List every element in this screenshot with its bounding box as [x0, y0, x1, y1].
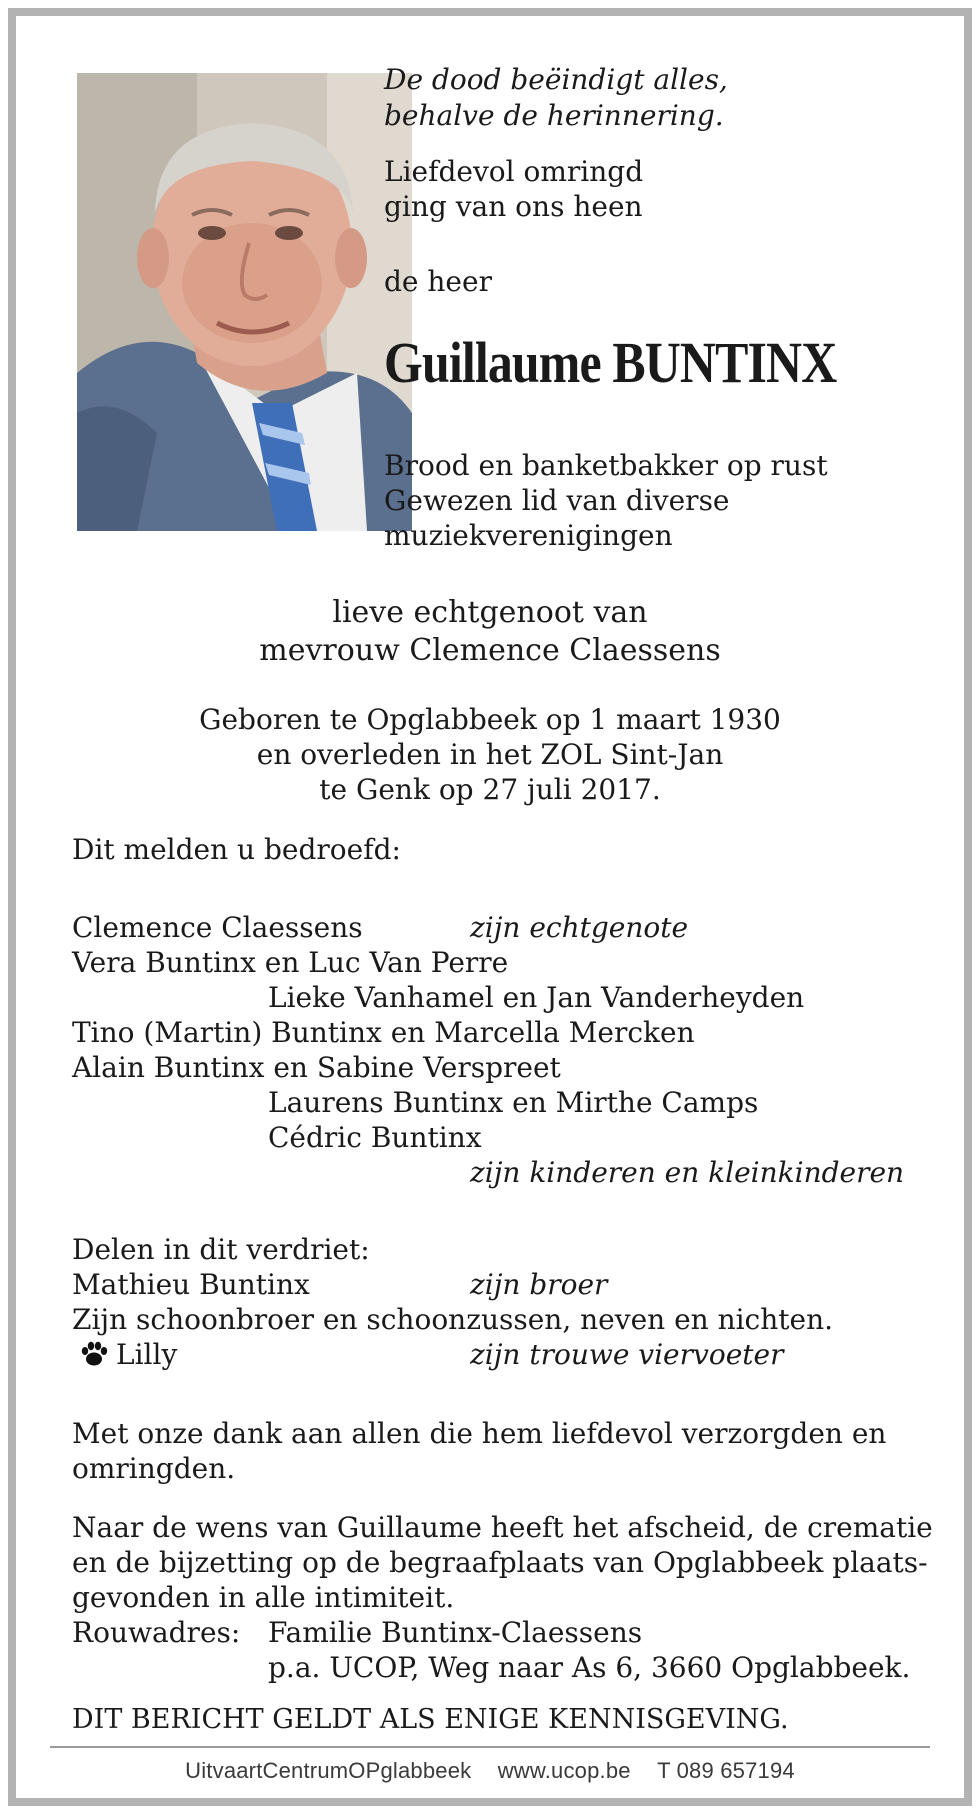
occupation-line-3: muziekverenigingen: [384, 519, 673, 552]
quote-line-2: behalve de herinnering.: [384, 99, 724, 132]
family-spouse-name: Clemence Claessens: [72, 911, 363, 944]
occupation-line-2: Gewezen lid van diverse: [384, 484, 730, 517]
pet-entry: [80, 1337, 177, 1372]
dates-line-2: en overleden in het ZOL Sint-Jan: [256, 738, 724, 771]
family-spouse-relation: zijn echtgenote: [470, 911, 689, 944]
footer-website: www.ucop.be: [497, 1758, 631, 1783]
thanks-line-1: Met onze dank aan allen die hem liefdevol verzorgden en: [72, 1417, 887, 1450]
wish-line-2: en de bijzetting op de begraafplaats van Opglabbeek plaats-: [72, 1546, 928, 1579]
quote-line-1: De dood beëindigt alles,: [384, 63, 728, 96]
address-label: Rouwadres:: [72, 1616, 241, 1649]
inlaws-line: Zijn schoonbroer en schoonzussen, neven en nichten.: [72, 1303, 834, 1336]
brother-relation: zijn broer: [470, 1268, 608, 1301]
footer-company: UitvaartCentrumOPglabbeek: [185, 1758, 472, 1783]
address-line-1: Familie Buntinx-Claessens: [268, 1616, 643, 1649]
death-notice-card: [30, 30, 950, 1784]
family-row-6: Cédric Buntinx: [268, 1121, 482, 1154]
dates-line-3: te Genk op 27 juli 2017.: [319, 773, 661, 806]
pet-name: Lilly: [116, 1338, 178, 1371]
footer-phone: T 089 657194: [657, 1758, 795, 1783]
family-row-1: Vera Buntinx en Luc Van Perre: [72, 946, 509, 979]
intro-line-2: ging van ons heen: [384, 190, 643, 223]
footer: [30, 1758, 950, 1784]
family-row-4: Alain Buntinx en Sabine Verspreet: [72, 1051, 561, 1084]
wish-line-1: Naar de wens van Guillaume heeft het afscheid, de crematie: [72, 1511, 933, 1544]
occupation-line-1: Brood en banketbakker op rust: [384, 449, 828, 482]
intro-line-1: Liefdevol omringd: [384, 155, 644, 188]
thanks-line-2: omringden.: [72, 1452, 236, 1485]
address-line-2: p.a. UCOP, Weg naar As 6, 3660 Opglabbeek.: [268, 1651, 911, 1684]
dates-line-1: Geboren te Opglabbeek op 1 maart 1930: [199, 703, 781, 736]
notice-line: DIT BERICHT GELDT ALS ENIGE KENNISGEVING.: [72, 1704, 789, 1735]
wish-line-3: gevonden in alle intimiteit.: [72, 1581, 455, 1614]
announce-heading: Dit melden u bedroefd:: [72, 833, 401, 866]
announcement-frame: [8, 8, 972, 1806]
brother-name: Mathieu Buntinx: [72, 1268, 310, 1301]
children-relation: zijn kinderen en kleinkinderen: [470, 1156, 905, 1189]
family-row-2: Lieke Vanhamel en Jan Vanderheyden: [268, 981, 805, 1014]
portrait-photo: [77, 73, 412, 531]
family-row-3: Tino (Martin) Buntinx en Marcella Mercken: [72, 1016, 695, 1049]
family-row-5: Laurens Buntinx en Mirthe Camps: [268, 1086, 759, 1119]
deceased-name: Guillaume BUNTINX: [384, 330, 837, 395]
paw-icon: [80, 1341, 108, 1367]
spouse-line-1: lieve echtgenoot van: [332, 595, 648, 630]
title-prefix: de heer: [384, 265, 492, 298]
sharing-heading: Delen in dit verdriet:: [72, 1233, 370, 1266]
pet-relation: zijn trouwe viervoeter: [470, 1338, 784, 1371]
footer-divider: [50, 1746, 930, 1748]
spouse-line-2: mevrouw Clemence Claessens: [259, 633, 721, 668]
